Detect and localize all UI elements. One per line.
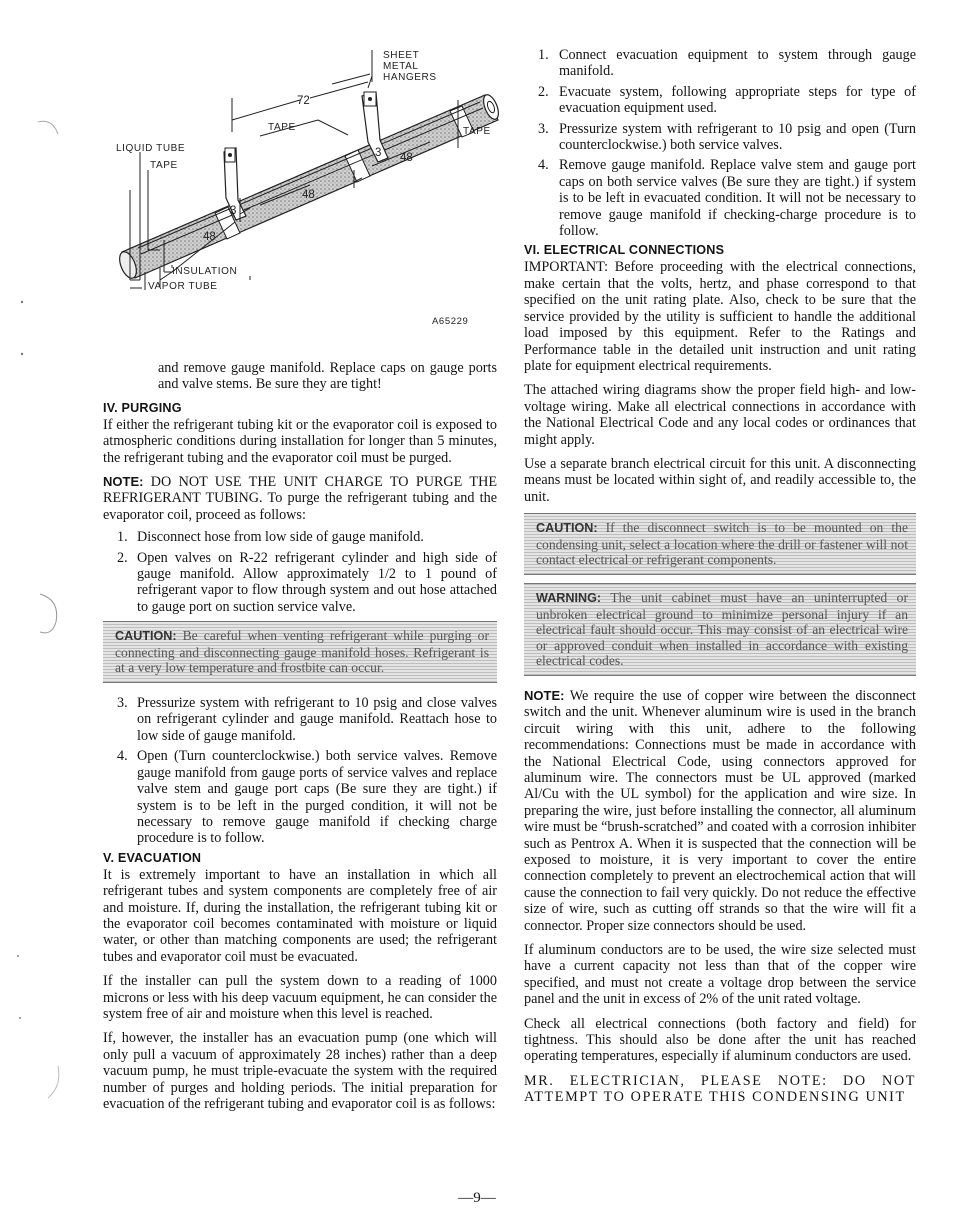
step-number: 2. (117, 549, 128, 566)
electrical-paragraph-2: The attached wiring diagrams show the proper field high- and low-voltage wiring. Make all electrical connections in accordance with the National Electrical Code and any local codes or ordinances that might apply. (524, 382, 916, 448)
sheet-metal-hangers-label-2: METAL (383, 61, 419, 72)
evacuation-paragraph-2: If the installer can pull the system down to a reading of 1000 microns or less with his deep vacuum equipment, he can consider the system free of air and moisture when this level is reached. (103, 973, 497, 1022)
caution-label: CAUTION: (115, 629, 177, 644)
tape-center-label: TAPE (268, 122, 296, 133)
step-text: Evacuate system, following appropriate steps for type of evacuation equipment used. (559, 83, 916, 117)
liquid-tube-label: LIQUID TUBE (116, 143, 186, 154)
purging-steps-a (103, 529, 497, 615)
list-item (524, 47, 916, 80)
section-heading-electrical: VI. ELECTRICAL CONNECTIONS (524, 243, 725, 258)
step-number: 1. (538, 47, 549, 63)
caution-label: CAUTION: (536, 521, 598, 536)
section-heading-purging: IV. PURGING (103, 400, 182, 415)
list-item (103, 529, 497, 545)
electrical-warning-box (524, 583, 916, 676)
dimension-48-lower-label: 48 (203, 231, 216, 243)
step-number: 3. (538, 120, 549, 137)
section-heading-evacuation: V. EVACUATION (103, 850, 202, 865)
step-number: 2. (538, 83, 549, 100)
purging-paragraph-1: If either the refrigerant tubing kit or the evaporator coil is exposed to atmospheric conditions during installation for longer than 5 minutes, the refrigerant tubing and the evaporator coil must be purged. (103, 416, 497, 466)
dimension-3-lower-label: 3 (230, 205, 237, 217)
purging-caution-box (103, 621, 497, 683)
scan-artifacts (0, 0, 100, 1228)
purge-continuation-text: and remove gauge manifold. Replace caps on gauge ports and valve stems. Be sure they are tight! (158, 360, 497, 393)
step-number: 4. (117, 748, 128, 765)
sheet-metal-hangers-label-1: SHEET (383, 50, 420, 61)
right-column (524, 47, 916, 1106)
list-item (103, 550, 497, 616)
electrical-paragraph-3: Use a separate branch electrical circuit for this unit. A disconnecting means must be located within sight of, and readily accessible to, the unit. (524, 455, 916, 505)
left-column (103, 360, 497, 1120)
electrical-paragraph-1: IMPORTANT: Before proceeding with the electrical connections, make certain that the volts, hertz, and phase correspond to that specified on the unit rating plate. Also, check to be sure that the service provided by the utility is sufficient to handle the additional load imposed by this equipment. Refer to the Ratings and Performance table in the detailed unit instruction and unit rating plate for equipment electrical requirements. (524, 259, 916, 374)
vapor-tube-label: VAPOR TUBE (148, 281, 218, 292)
evacuation-paragraph-3: If, however, the installer has an evacuation pump (one which will only pull a vacuum of approximately 28 inches) rather than a deep vacuum pump, he must triple-evacuate the system with the required number of purges and holding periods. The initial preparation for evacuation of the refrigerant tubing and evaporator coil is as follows: (103, 1030, 497, 1112)
tubing-installation-figure (100, 40, 500, 330)
electrical-caution-box (524, 513, 916, 575)
warning-text: The unit cabinet must have an uninterrupted or unbroken electrical ground to minimize personal injury if an electrical fault should occur. This may consist of an electrical wire or approved conduit when installed in accordance with existing electrical codes. (536, 589, 908, 669)
page-number: —9— (458, 1190, 496, 1206)
vapor-tube-insulated (116, 93, 500, 281)
step-number: 4. (538, 157, 549, 174)
tape-left-label: TAPE (150, 160, 178, 171)
dimension-3-upper-label: 3 (375, 147, 382, 159)
step-text: Connect evacuation equipment to system through gauge manifold. (559, 47, 916, 80)
dimension-48-upper-label: 48 (400, 152, 413, 164)
insulation-label: INSULATION (172, 266, 238, 277)
step-text: Pressurize system with refrigerant to 10 psig and close valves on refrigerant cylinder and gauge manifold. Reattach hose to low side of gauge manifold. (137, 695, 497, 744)
list-item (524, 121, 916, 154)
step-number: 1. (117, 529, 128, 546)
note-label: NOTE: (524, 687, 565, 703)
purging-note (103, 474, 497, 523)
tape-right-label: TAPE (463, 126, 491, 137)
electrical-note (524, 688, 916, 934)
figure-id-label: A65229 (432, 316, 469, 327)
electrical-paragraph-5: Check all electrical connections (both factory and field) for tightness. This should also be done after the unit has reached operating temperatures, especially if aluminum conductors are used. (524, 1015, 916, 1065)
electrical-paragraph-4: If aluminum conductors are to be used, the wire size selected must have a current capacity not less than that of the copper wire specified, and must not create a voltage drop between the service panel and the unit in excess of 2% of the unit rated voltage. (524, 942, 916, 1008)
purging-note-text: DO NOT USE THE UNIT CHARGE TO PURGE THE REFRIGERANT TUBING. To purge the refrigerant tubing and the evaporator coil, proceed as follows: (103, 474, 497, 523)
evacuation-paragraph-1: It is extremely important to have an installation in which all refrigerant tubes and system components are completely free of air and moisture. If, during the installation, the refrigerant tubing kit or the evaporator coil becomes contaminated with moisture or liquid water, or other than matching components are used; the refrigerant tubes and evaporator coil must be evacuated. (103, 866, 497, 965)
step-text: Open valves on R-22 refrigerant cylinder and high side of gauge manifold. Allow approximately 1/2 to 1 pound of refrigerant vapor to flow through system and out hose attached to gauge port on suction service valve. (137, 549, 497, 615)
dimension-48-middle-label: 48 (302, 189, 315, 201)
list-item (524, 157, 916, 239)
caution-text: If the disconnect switch is to be mounted on the condensing unit, select a location where the drill or fastener will not contact electrical or refrigerant components. (536, 520, 908, 568)
electrician-note: MR. ELECTRICIAN, PLEASE NOTE: DO NOT ATTEMPT TO OPERATE THIS CONDENSING UNIT (524, 1072, 916, 1106)
electrical-note-text: We require the use of copper wire between the disconnect switch and the unit. Whenever aluminum wire is used in the branch circuit wiring with this unit, adhere to the following recommendations: Connections must be made in accordance with the National Electrical Code, using connectors approved for aluminum wire. The connectors must be UL approved (marked Al/Cu with the UL symbol) for the application and wire size. In preparing the wire, just before installing the connector, all aluminum wire must be “brush-scratched” and coated with a corrosion inhibiter such as Pentrox A. When it is suspected that the connection will be exposed to moisture, it is very important to cover the entire connection completely to prevent an electrochemical action that will cause the connection to fail very quickly. Do not reduce the effective size of wire, such as cutting off strands so that the wire will fit a connector. Proper size connectors should be used. (524, 687, 916, 934)
dimension-72-label: 72 (297, 95, 310, 107)
sheet-metal-hangers-label-3: HANGERS (383, 72, 437, 83)
step-text: Remove gauge manifold. Replace valve stem and gauge port caps on both service valves (Be sure they are tight.) if system is to be left in evacuated condition. It will not be necessary to remove gauge manifold if checking-charge procedure is to follow. (559, 157, 916, 240)
purging-steps-b (103, 695, 497, 847)
list-item (103, 695, 497, 744)
warning-label: WARNING: (536, 590, 602, 605)
step-text: Pressurize system with refrigerant to 10 psig and open (Turn counterclockwise.) both service valves. (559, 120, 916, 154)
caution-text: Be careful when venting refrigerant while purging or connecting and disconnecting gauge manifold hoses. Refrigerant is at a very low temperature and frostbite can occur. (115, 628, 489, 676)
note-label: NOTE: (103, 474, 144, 490)
evacuation-steps (524, 47, 916, 239)
step-text: Disconnect hose from low side of gauge manifold. (137, 529, 424, 546)
list-item (103, 748, 497, 846)
list-item (524, 84, 916, 117)
step-number: 3. (117, 695, 128, 712)
step-text: Open (Turn counterclockwise.) both service valves. Remove gauge manifold from gauge ports of service valves and replace valve stem and gauge port caps (Be sure they are tight.) if system is to be left in the purged condition, it will not be necessary to remove gauge manifold if checking charge procedure is to follow. (137, 748, 497, 847)
